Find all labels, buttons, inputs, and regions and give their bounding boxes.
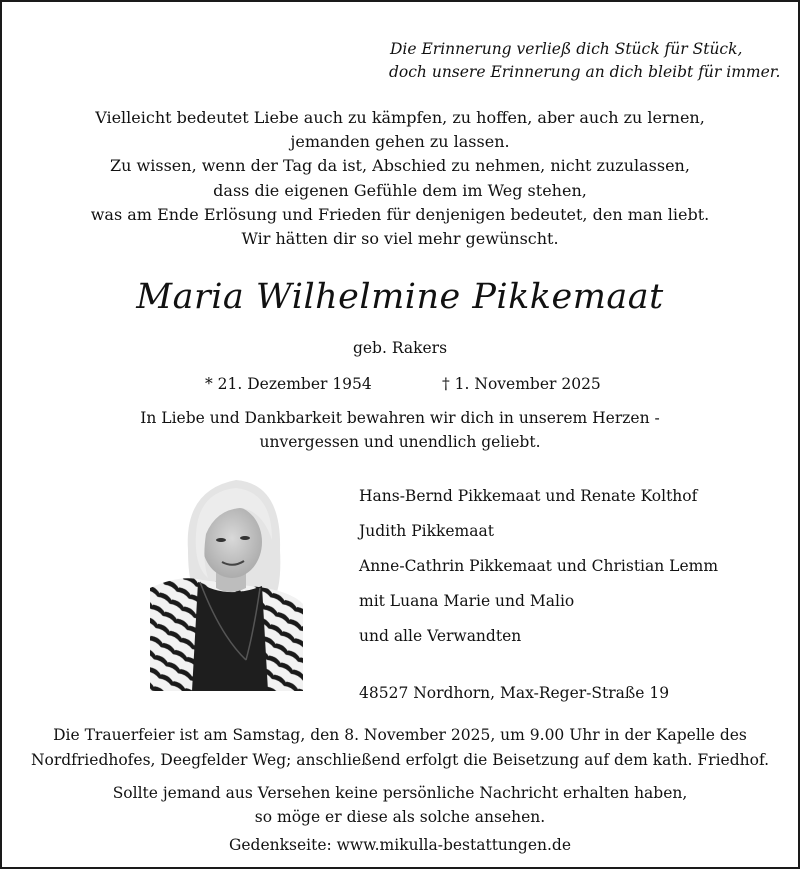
family-address: 48527 Nordhorn, Max-Reger-Straße 19 bbox=[359, 684, 670, 702]
family-member: Judith Pikkemaat bbox=[359, 522, 494, 540]
deceased-name: Maria Wilhelmine Pikkemaat bbox=[136, 277, 664, 317]
motto bbox=[390, 38, 790, 84]
poem-line: Vielleicht bedeutet Liebe auch zu kämpfen, zu hoffen, aber auch zu lernen, bbox=[95, 108, 705, 127]
poem-line: Zu wissen, wenn der Tag da ist, Abschied zu nehmen, nicht zuzulassen, bbox=[110, 156, 690, 176]
family-member: und alle Verwandten bbox=[359, 627, 522, 645]
memorial-website: Gedenkseite: www.mikulla-bestattungen.de bbox=[228, 836, 571, 854]
maiden-name: geb. Rakers bbox=[352, 339, 448, 357]
notice-line: so möge er diese als solche ansehen. bbox=[254, 808, 546, 826]
family-member: mit Luana Marie und Malio bbox=[359, 592, 575, 610]
notice-text bbox=[2, 781, 798, 829]
notice-line: Sollte jemand aus Versehen keine persönliche Nachricht erhalten haben, bbox=[112, 784, 688, 802]
love-line: unvergessen und unendlich geliebt. bbox=[259, 433, 541, 451]
family-member: Hans-Bernd Pikkemaat und Renate Kolthof bbox=[359, 487, 698, 505]
poem-line: was am Ende Erlösung und Frieden für denjenigen bedeutet, den man liebt. bbox=[90, 204, 710, 224]
motto-line: doch unsere Erinnerung an dich bleibt für immer. bbox=[389, 63, 781, 81]
portrait-photo bbox=[150, 470, 303, 691]
love-line: In Liebe und Dankbarkeit bewahren wir dich in unserem Herzen - bbox=[140, 409, 660, 427]
service-line: Die Trauerfeier ist am Samstag, den 8. November 2025, um 9.00 Uhr in der Kapelle des bbox=[53, 726, 747, 744]
death-date: † 1. November 2025 bbox=[442, 375, 601, 393]
poem-line: dass die eigenen Gefühle dem im Weg stehen, bbox=[213, 180, 587, 200]
service-line: Nordfriedhofes, Deegfelder Weg; anschließend erfolgt die Beisetzung auf dem kath. Friedhof. bbox=[30, 751, 770, 769]
poem-line: Wir hätten dir so viel mehr gewünscht. bbox=[241, 229, 559, 249]
motto-line: Die Erinnerung verließ dich Stück für Stück, bbox=[390, 40, 743, 58]
family-member: Anne-Cathrin Pikkemaat und Christian Lemm bbox=[359, 557, 719, 575]
poem-line: jemanden gehen zu lassen. bbox=[290, 132, 510, 152]
family-list bbox=[359, 485, 789, 660]
funeral-service-info bbox=[2, 723, 798, 773]
love-text bbox=[2, 406, 798, 454]
birth-date: * 21. Dezember 1954 bbox=[205, 375, 372, 393]
poem bbox=[2, 106, 798, 251]
